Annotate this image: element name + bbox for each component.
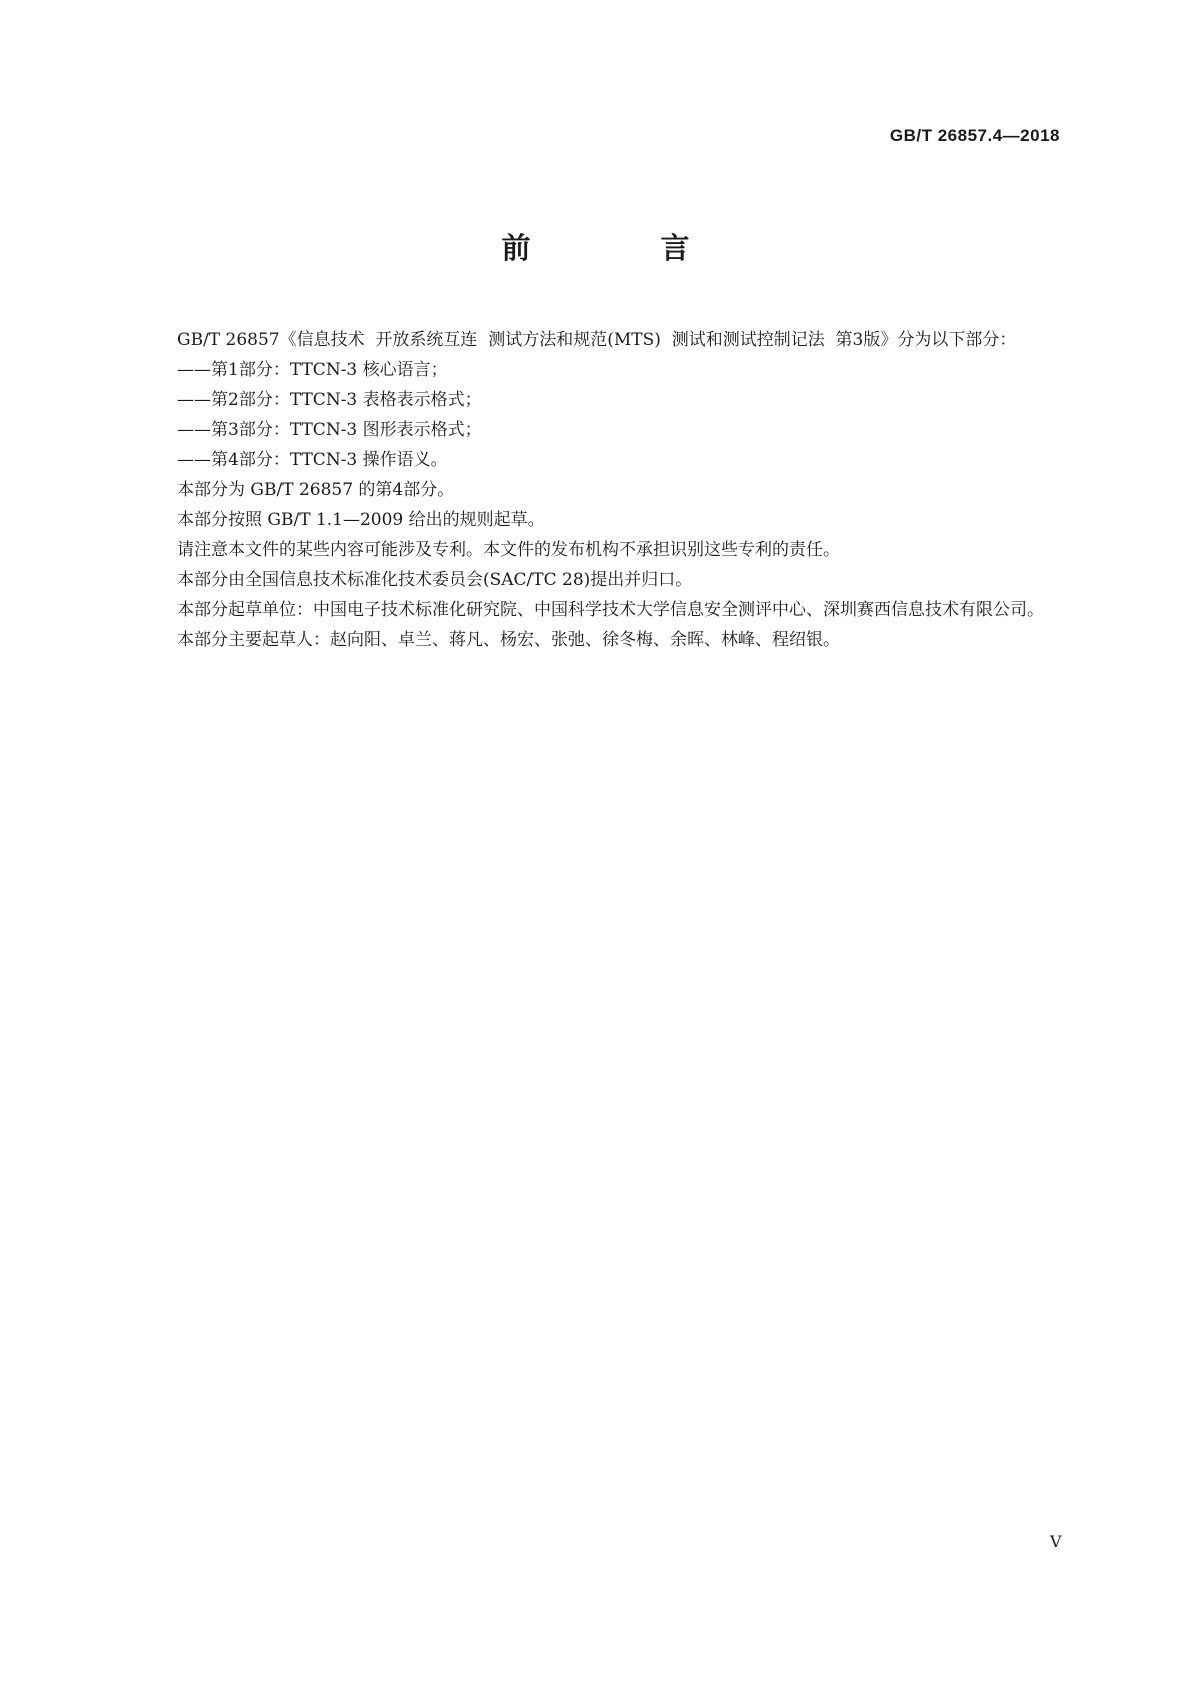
paragraph-intro: GB/T 26857《信息技术 开放系统互连 测试方法和规范(MTS) 测试和测试控制记法 第3版》分为以下部分： bbox=[177, 330, 1017, 350]
page-number: V bbox=[1050, 1532, 1062, 1551]
page-title: 前 言 bbox=[501, 231, 750, 265]
list-item-part-2: ——第2部分：TTCN-3 表格表示格式； bbox=[177, 390, 482, 410]
paragraph-patent-notice: 请注意本文件的某些内容可能涉及专利。本文件的发布机构不承担识别这些专利的责任。 bbox=[177, 540, 840, 560]
list-item-part-3: ——第3部分：TTCN-3 图形表示格式； bbox=[177, 420, 482, 440]
paragraph-drafters: 本部分主要起草人：赵向阳、卓兰、蒋凡、杨宏、张弛、徐冬梅、余晖、林峰、程绍银。 bbox=[177, 630, 840, 650]
list-item-part-1: ——第1部分：TTCN-3 核心语言； bbox=[177, 360, 448, 380]
list-item-part-4: ——第4部分：TTCN-3 操作语义。 bbox=[177, 450, 448, 470]
paragraph-part-statement: 本部分为 GB/T 26857 的第4部分。 bbox=[177, 480, 455, 500]
paragraph-drafting-rules: 本部分按照 GB/T 1.1—2009 给出的规则起草。 bbox=[177, 510, 545, 530]
document-code: GB/T 26857.4—2018 bbox=[889, 126, 1060, 145]
document-body bbox=[143, 325, 1063, 655]
paragraph-drafting-units: 本部分起草单位：中国电子技术标准化研究院、中国科学技术大学信息安全测评中心、深圳赛西信息技术有限公司。 bbox=[177, 600, 1044, 620]
paragraph-proposer: 本部分由全国信息技术标准化技术委员会(SAC/TC 28)提出并归口。 bbox=[177, 570, 693, 590]
